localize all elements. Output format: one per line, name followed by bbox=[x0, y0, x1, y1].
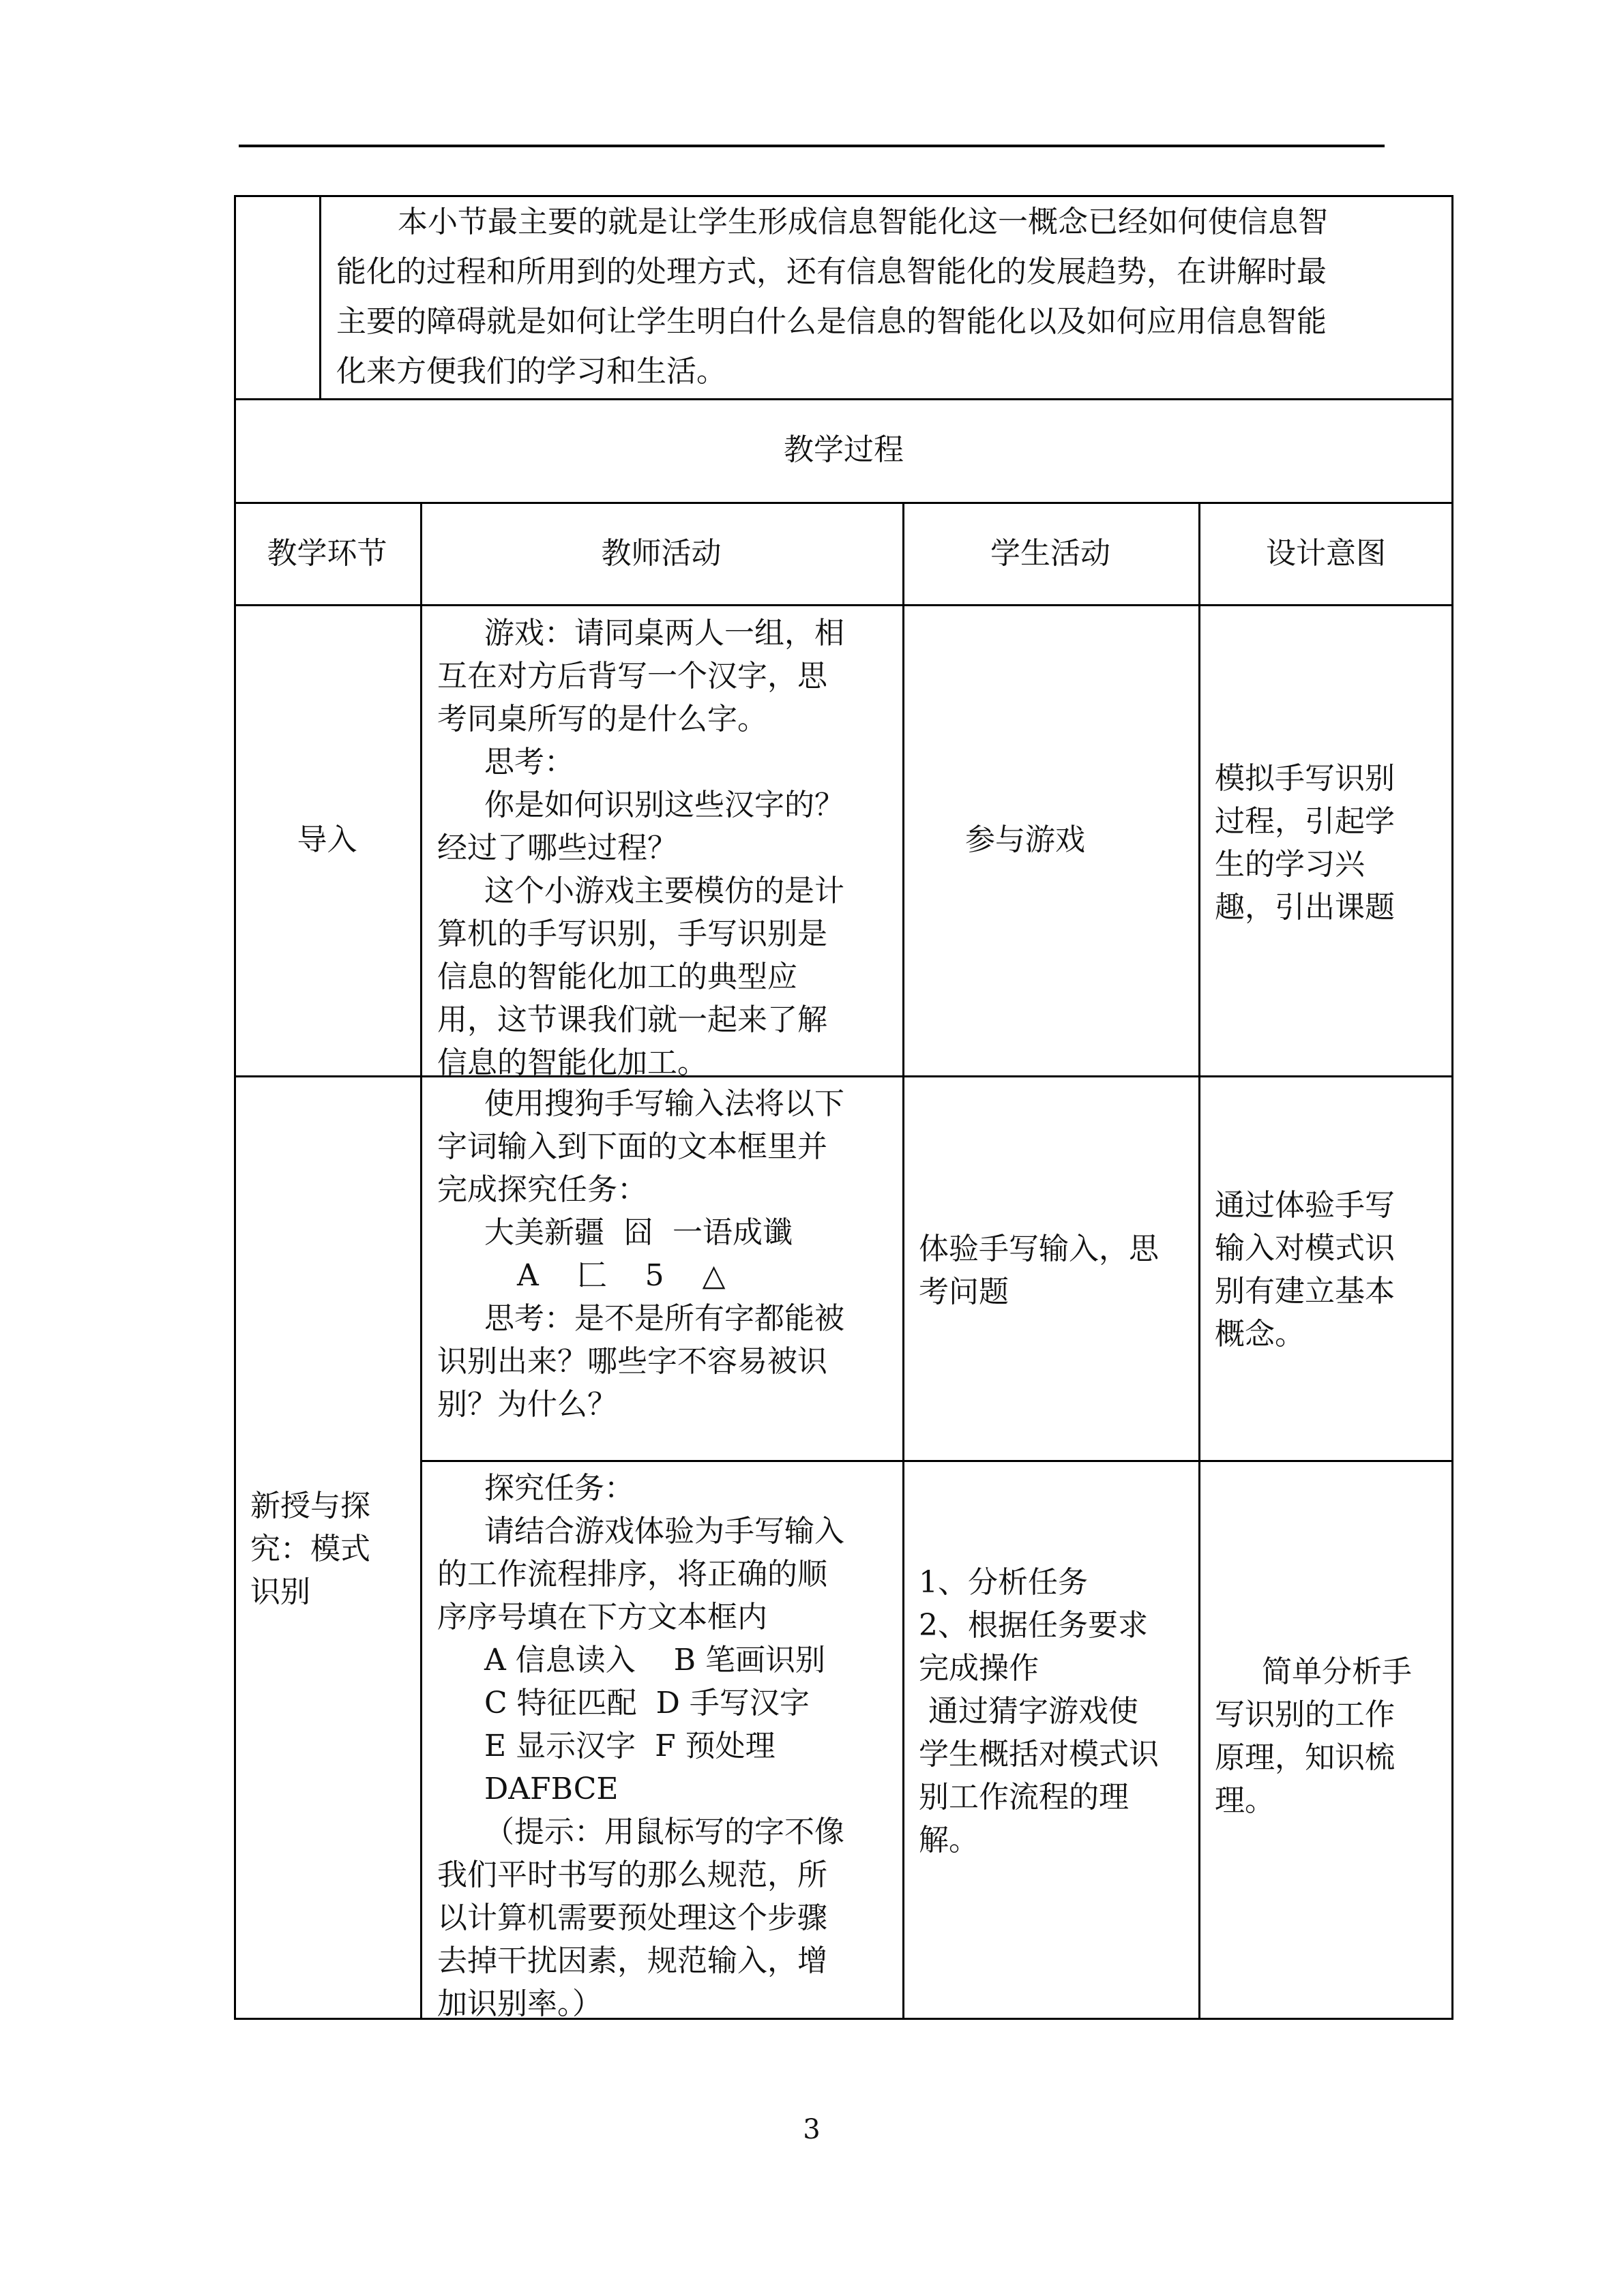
text-line: A 信息读入 B 笔画识别 bbox=[484, 1643, 826, 1678]
text-line: 完成探究任务： bbox=[437, 1172, 647, 1207]
text-line: 趣，引出课题 bbox=[1215, 890, 1395, 925]
text-line: 理。 bbox=[1215, 1783, 1275, 1818]
text-line: 别有建立基本 bbox=[1215, 1274, 1395, 1309]
student-activity-cell: 参与游戏 bbox=[965, 822, 1085, 857]
paragraph-line: 化来方便我们的学习和生活。 bbox=[336, 354, 726, 389]
text-line: 算机的手写识别，手写识别是 bbox=[437, 916, 827, 951]
text-line: 输入对模式识 bbox=[1215, 1231, 1395, 1266]
header-intent: 设计意图 bbox=[1266, 536, 1386, 571]
text-line: 的工作流程排序，将正确的顺 bbox=[437, 1557, 827, 1592]
text-line: 使用搜狗手写输入法将以下 bbox=[484, 1086, 844, 1121]
text-line: 简单分析手 bbox=[1262, 1654, 1412, 1689]
text-line: 信息的智能化加工的典型应 bbox=[437, 959, 797, 994]
header-teacher: 教师活动 bbox=[601, 536, 722, 571]
page-number: 3 bbox=[803, 2114, 821, 2145]
text-line: 用，这节课我们就一起来了解 bbox=[437, 1002, 827, 1037]
text-line: 体验手写输入，思 bbox=[919, 1232, 1159, 1266]
text-line: 生的学习兴 bbox=[1215, 847, 1365, 882]
text-line: 2、根据任务要求 bbox=[919, 1608, 1148, 1643]
text-line: 字词输入到下面的文本框里并 bbox=[437, 1129, 827, 1164]
text-line: E 显示汉字 F 预处理 bbox=[484, 1729, 776, 1763]
text-line: 这个小游戏主要模仿的是计 bbox=[484, 874, 844, 908]
text-line: 去掉干扰因素，规范输入，增 bbox=[437, 1943, 827, 1978]
text-line: 以计算机需要预处理这个步骤 bbox=[437, 1900, 827, 1935]
text-line: 概念。 bbox=[1215, 1317, 1305, 1352]
text-line: 1、分析任务 bbox=[919, 1565, 1088, 1600]
header-rule bbox=[239, 145, 1385, 147]
text-line: 思考： bbox=[484, 745, 574, 779]
text-line: 通过体验手写 bbox=[1215, 1188, 1395, 1223]
text-line: 究：模式 bbox=[250, 1532, 370, 1566]
text-line: 学生概括对模式识 bbox=[919, 1737, 1159, 1772]
text-line: 解。 bbox=[919, 1823, 979, 1858]
text-line: 思考：是不是所有字都能被 bbox=[484, 1301, 844, 1336]
text-line: 序序号填在下方文本框内 bbox=[437, 1600, 767, 1635]
text-line: （提示：用鼠标写的字不像 bbox=[484, 1815, 844, 1849]
header-student: 学生活动 bbox=[990, 536, 1110, 571]
text-line: 写识别的工作 bbox=[1215, 1697, 1395, 1732]
text-line: 大美新疆 囧 一语成谶 bbox=[484, 1215, 793, 1250]
text-line: 我们平时书写的那么规范，所 bbox=[437, 1858, 827, 1892]
paragraph-line: 能化的过程和所用到的处理方式，还有信息智能化的发展趋势，在讲解时最 bbox=[336, 254, 1327, 289]
text-line: 请结合游戏体验为手写输入 bbox=[484, 1514, 844, 1549]
text-line: 考问题 bbox=[919, 1274, 1009, 1309]
text-line: 新授与探 bbox=[250, 1489, 370, 1523]
text-line: 通过猜字游戏使 bbox=[919, 1694, 1138, 1729]
header-stage: 教学环节 bbox=[267, 536, 387, 571]
text-line: 信息的智能化加工。 bbox=[437, 1045, 707, 1080]
text-line: 别工作流程的理 bbox=[919, 1780, 1129, 1815]
text-line: 别？为什么？ bbox=[437, 1387, 617, 1422]
text-line: 识别出来？哪些字不容易被识 bbox=[437, 1344, 827, 1379]
text-line: 识别 bbox=[250, 1575, 310, 1609]
stage-cell: 导入 bbox=[297, 822, 357, 857]
text-line: 经过了哪些过程？ bbox=[437, 831, 677, 865]
text-line: 过程，引起学 bbox=[1215, 804, 1395, 839]
paragraph-line: 主要的障碍就是如何让学生明白什么是信息的智能化以及如何应用信息智能 bbox=[336, 304, 1327, 339]
text-line: DAFBCE bbox=[484, 1772, 619, 1806]
paragraph-line: 本小节最主要的就是让学生形成信息智能化这一概念已经如何使信息智 bbox=[398, 205, 1328, 239]
text-line: 加识别率。） bbox=[437, 1986, 602, 2021]
text-line: 互在对方后背写一个汉字，思 bbox=[437, 659, 827, 694]
text-line: 原理，知识梳 bbox=[1215, 1740, 1395, 1775]
text-line: 考同桌所写的是什么字。 bbox=[437, 702, 767, 736]
text-line: 游戏：请同桌两人一组，相 bbox=[484, 616, 844, 651]
section-title: 教学过程 bbox=[784, 432, 904, 467]
text-line: 模拟手写识别 bbox=[1215, 761, 1395, 796]
text-line: C 特征匹配 D 手写汉字 bbox=[484, 1686, 810, 1720]
text-line: 你是如何识别这些汉字的？ bbox=[484, 788, 844, 822]
text-line: A 匚 5 △ bbox=[517, 1258, 726, 1293]
text-line: 探究任务： bbox=[484, 1471, 634, 1506]
text-line: 完成操作 bbox=[919, 1651, 1039, 1686]
